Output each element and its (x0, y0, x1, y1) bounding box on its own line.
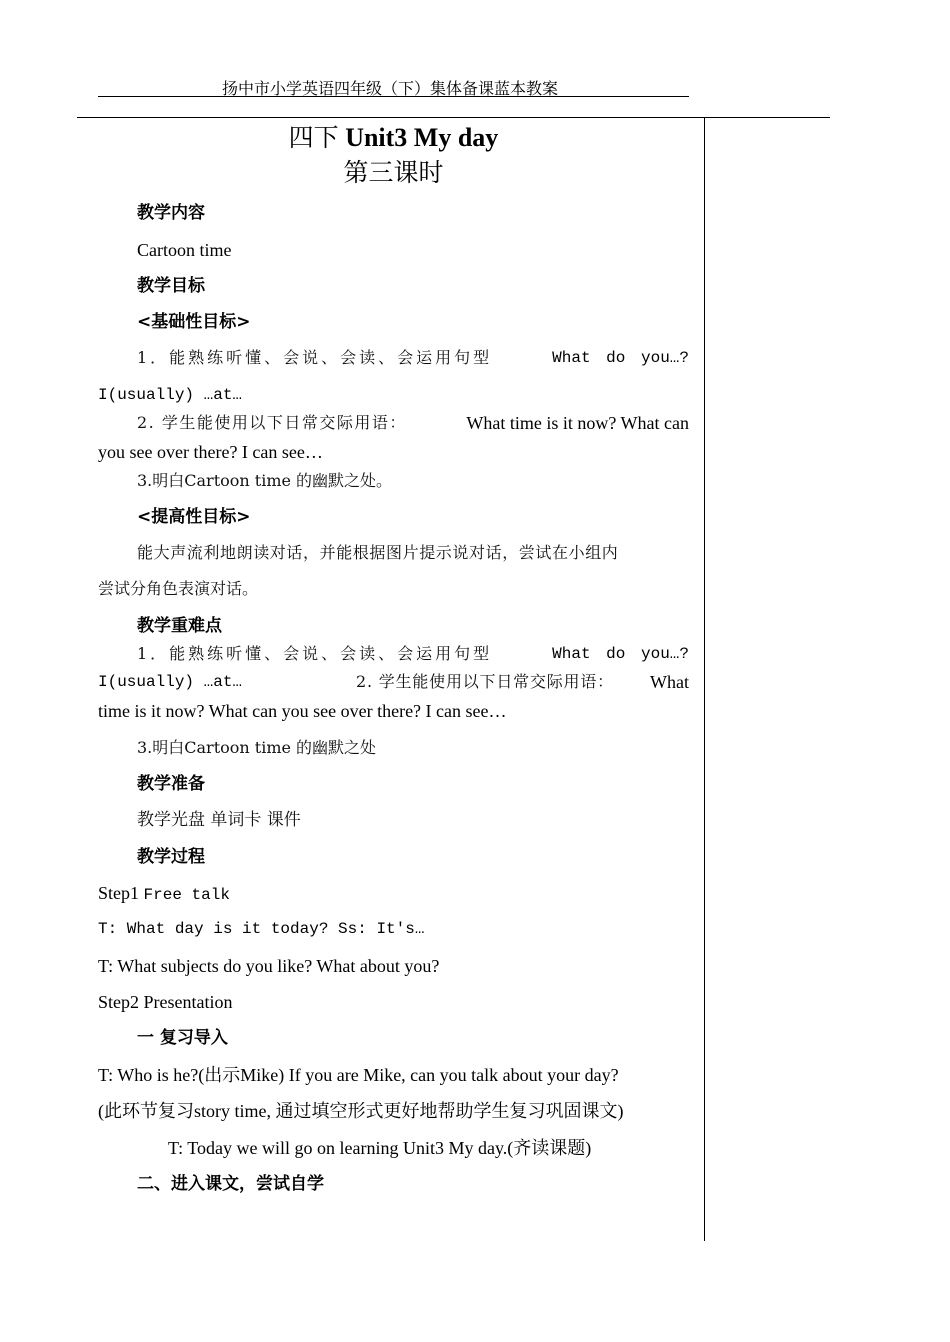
heading-basic-goals: <基础性目标> (137, 312, 251, 332)
heading-teaching-goals: 教学目标 (137, 276, 205, 296)
key-point-1-text: 1．能熟练听懂、会说、会读、会运用句型 (137, 644, 493, 663)
title-prefix: 四下 (288, 123, 339, 152)
key-point-3-text: 3.明白Cartoon time 的幽默之处 (137, 738, 377, 757)
key-point-2-line (356, 670, 689, 694)
header-divider (98, 96, 689, 97)
step-2-heading: Step2 Presentation (98, 992, 233, 1012)
lesson-subtitle: 第三课时 (343, 158, 444, 187)
key-point-1-pattern-cont: I(usually) …at… (98, 673, 243, 691)
review-line-1: T: Who is he?(出示Mike) If you are Mike, can you talk about your day? (98, 1065, 619, 1085)
header-title: 扬中市小学英语四年级（下）集体备课蓝本教案 (222, 79, 559, 98)
key-point-2-english-cont: time is it now? What can you see over there? I can see… (98, 701, 507, 721)
key-point-2-text: 2. 学生能使用以下日常交际用语： (356, 672, 614, 691)
goal-2-english: What time is it now? What can (466, 413, 689, 433)
heading-preparation: 教学准备 (137, 774, 205, 794)
step-1-dialogue-1: T: What day is it today? Ss: It's… (98, 920, 425, 938)
key-point-1-line (137, 642, 689, 666)
goal-1-pattern: What do you…? (552, 349, 689, 367)
goal-1-pattern-cont: I(usually) …at… (98, 386, 243, 404)
review-line-3: T: Today we will go on learning Unit3 My day.(齐读课题) (168, 1138, 592, 1158)
heading-process: 教学过程 (137, 847, 205, 867)
lesson-title (98, 121, 689, 155)
heading-enter-text: 二、进入课文，尝试自学 (137, 1174, 324, 1194)
heading-review: 一 复习导入 (137, 1028, 228, 1048)
step-1-label: Step1 (98, 883, 140, 903)
title-main: Unit3 My day (338, 123, 499, 152)
step-1-title: Free talk (143, 886, 230, 904)
key-point-1-pattern: What do you…? (552, 645, 689, 663)
goal-2-line (137, 411, 689, 435)
heading-advanced-goals: <提高性目标> (137, 507, 251, 527)
goal-3-text: 3.明白Cartoon time 的幽默之处。 (137, 471, 393, 490)
table-column-divider (704, 118, 705, 1241)
preparation-text: 教学光盘 单词卡 课件 (137, 810, 301, 830)
step-1-heading (98, 881, 230, 907)
goal-1-text: 1．能熟练听懂、会说、会读、会运用句型 (137, 348, 493, 367)
table-top-border (77, 117, 830, 118)
key-point-2-english: What (650, 672, 689, 692)
goal-1-line (137, 346, 689, 370)
goal-2-text: 2. 学生能使用以下日常交际用语： (137, 413, 407, 432)
teaching-content-text: Cartoon time (137, 240, 232, 260)
heading-teaching-content: 教学内容 (137, 203, 205, 223)
advanced-goal-line-2: 尝试分角色表演对话。 (98, 579, 259, 598)
advanced-goal-line-1: 能大声流利地朗读对话，并能根据图片提示说对话，尝试在小组内 (137, 543, 619, 562)
goal-2-english-cont: you see over there? I can see… (98, 442, 323, 462)
heading-key-points: 教学重难点 (137, 616, 222, 636)
step-1-dialogue-2: T: What subjects do you like? What about you? (98, 956, 440, 976)
review-line-2: (此环节复习story time, 通过填空形式更好地帮助学生复习巩固课文) (98, 1101, 624, 1121)
